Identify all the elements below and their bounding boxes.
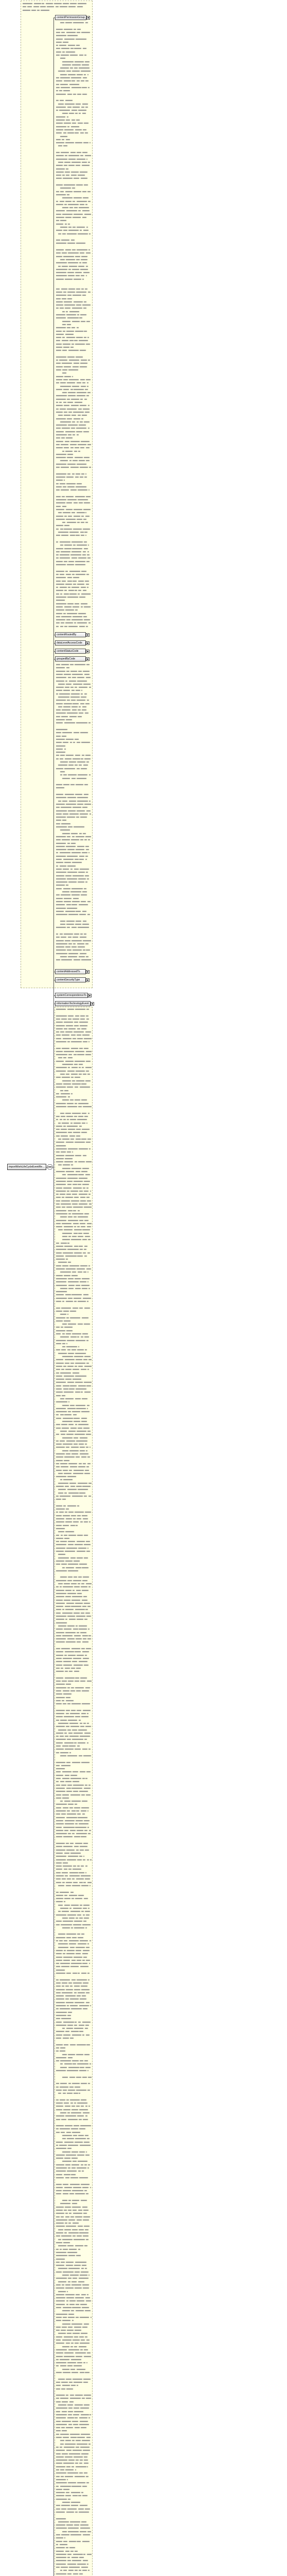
documentation-text (56, 22, 91, 630)
element-content-status-code[interactable] (55, 649, 89, 654)
element-name: contentRoutedBy (57, 633, 77, 636)
expand-plus-icon[interactable] (86, 641, 89, 645)
element-box[interactable] (55, 640, 86, 646)
expand-plus-icon[interactable] (86, 633, 89, 637)
expand-plus-icon[interactable] (86, 16, 90, 20)
element-name: systemCorrespondenceTo (57, 994, 87, 997)
element-grouped-by-code[interactable] (55, 656, 89, 662)
element-content-permission-group[interactable] (55, 15, 90, 20)
element-content-security-type[interactable] (55, 977, 89, 982)
element-name: contentPermissionGroup (57, 16, 85, 19)
element-content-addressed-to[interactable] (55, 969, 89, 974)
expand-plus-icon[interactable] (86, 650, 89, 653)
element-name: contentStatusCode (57, 650, 79, 653)
element-box[interactable] (55, 993, 88, 998)
documentation-text (56, 664, 91, 968)
documentation-text (56, 1008, 92, 2576)
expand-plus-icon[interactable] (91, 1002, 94, 1006)
element-box[interactable] (55, 1001, 91, 1006)
sequence-spine (53, 18, 54, 2576)
element-box[interactable] (55, 649, 86, 654)
element-name: informationTechnologyEvent (57, 1002, 89, 1005)
sequence-icon[interactable] (47, 1164, 52, 1170)
element-system-correspondence-to[interactable] (55, 993, 92, 998)
element-box[interactable] (55, 977, 86, 982)
root-element-label: importWorkLifeCycleEventRe… (9, 1165, 45, 1168)
expand-plus-icon[interactable] (86, 657, 89, 661)
expand-plus-icon[interactable] (86, 978, 89, 982)
element-box[interactable] (55, 15, 86, 20)
expand-plus-icon[interactable] (86, 970, 89, 974)
root-element[interactable] (7, 1164, 46, 1170)
element-box[interactable] (55, 632, 86, 637)
element-name: dataLevelAccessCode (57, 641, 82, 645)
element-data-level-access-code[interactable] (55, 640, 89, 646)
element-information-technology-event[interactable] (55, 1001, 94, 1006)
element-box[interactable] (55, 656, 86, 662)
element-name: contentAddressedTo (57, 970, 80, 973)
element-content-routed-by[interactable] (55, 632, 89, 637)
element-name: contentSecurityType (57, 978, 80, 981)
documentation-text (23, 3, 91, 13)
element-box[interactable] (55, 969, 86, 974)
element-name: groupedByCode (57, 657, 76, 660)
expand-plus-icon[interactable] (88, 994, 92, 997)
